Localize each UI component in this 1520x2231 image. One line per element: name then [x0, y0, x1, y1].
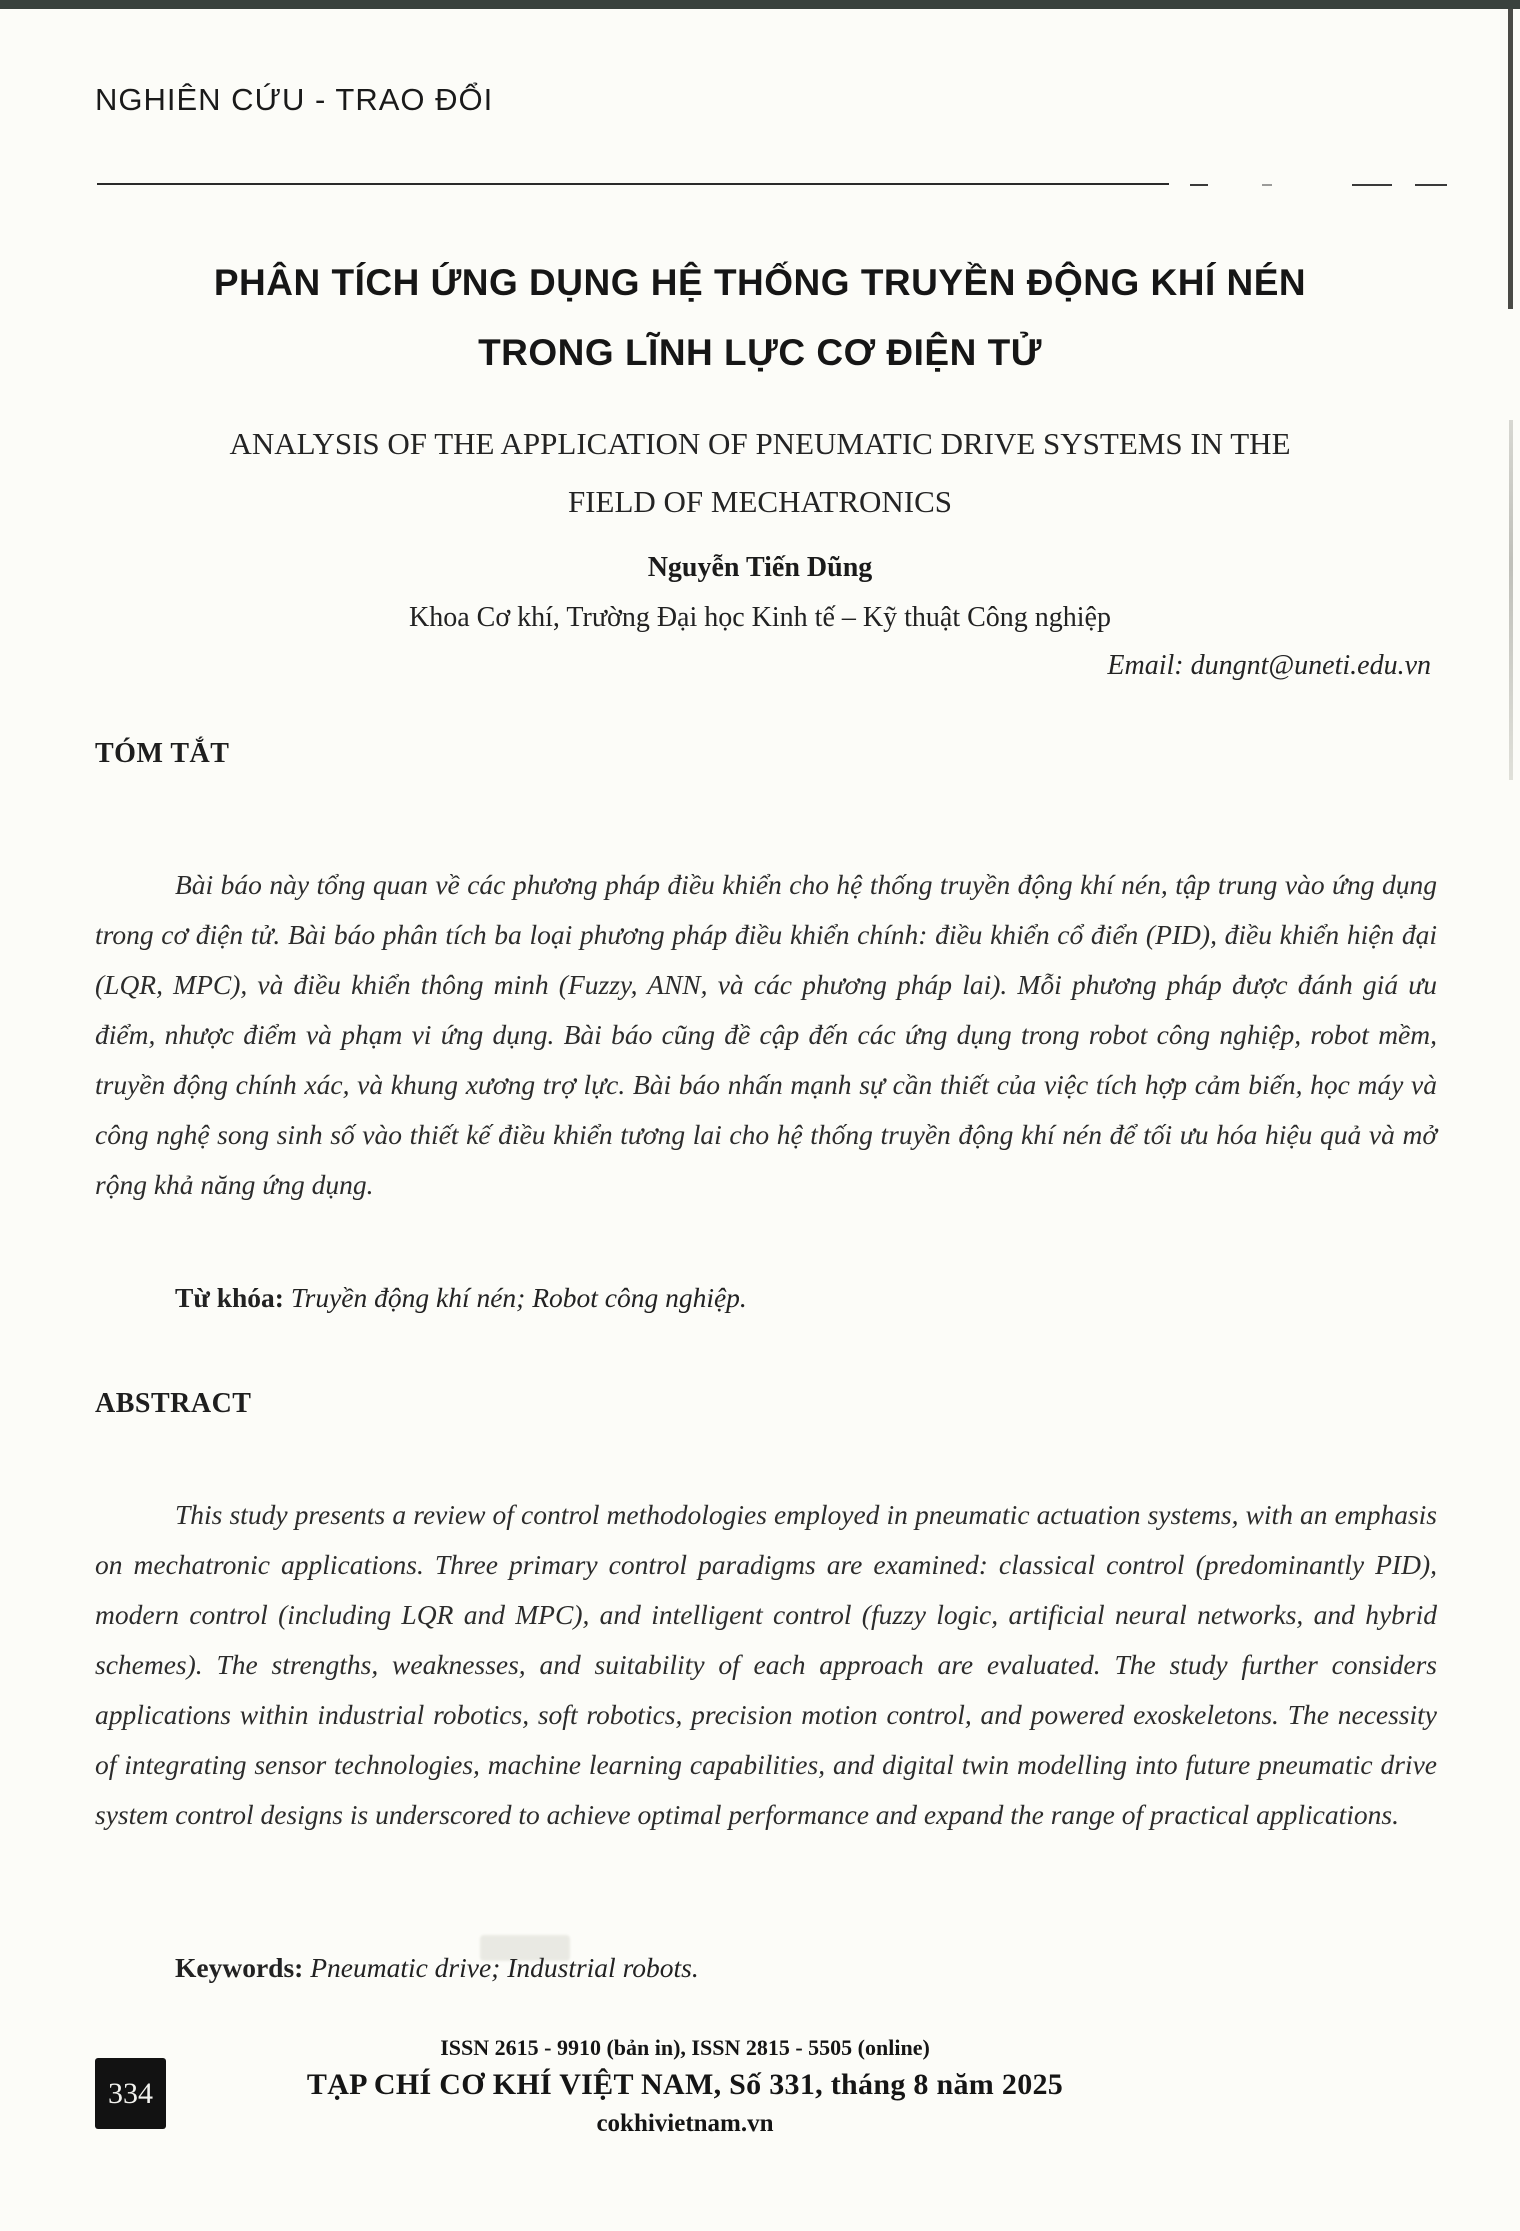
- article-title-vietnamese: [89, 248, 1431, 388]
- keywords-english: [95, 1952, 1437, 1984]
- author-email: Email: dungnt@uneti.edu.vn: [1107, 650, 1431, 681]
- author-affiliation: Khoa Cơ khí, Trường Đại học Kinh tế – Kỹ thuật Công nghiệp: [409, 602, 1111, 633]
- scan-right-edge-line: [1508, 9, 1513, 309]
- abstract-english: This study presents a review of control methodologies employed in pneumatic actuation systems, with an emphasis on mechatronic applications. Three primary control paradigms are examined: classical control (predominantly PID), modern control (including LQR and MPC), and intelligent control (fuzzy logic, artificial neural networks, and hybrid schemes). The strengths, weaknesses, and suitability of each approach are evaluated. The study further considers applications within industrial robotics, soft robotics, precision motion control, and powered exoskeletons. The necessity of integrating sensor technologies, machine learning capabilities, and digital twin modelling into future pneumatic drive system control designs is underscored to achieve optimal performance and expand the range of practical applications.: [95, 1498, 1437, 1830]
- title-vi-line1: PHÂN TÍCH ỨNG DỤNG HỆ THỐNG TRUYỀN ĐỘNG KHÍ NÉN: [213, 262, 1307, 303]
- keywords-en-label: Keywords:: [175, 1952, 304, 1983]
- section-label: NGHIÊN CỨU - TRAO ĐỔI: [95, 82, 494, 117]
- keywords-vietnamese: [95, 1282, 1437, 1314]
- scan-top-edge-band: [0, 0, 1520, 9]
- keywords-vi-label: Từ khóa:: [175, 1282, 284, 1313]
- header-rule-dash: [1415, 184, 1447, 186]
- heading-abstract: ABSTRACT: [95, 1388, 252, 1419]
- heading-tom-tat: TÓM TẮT: [95, 738, 230, 769]
- abstract-vietnamese: Bài báo này tổng quan về các phương pháp điều khiển cho hệ thống truyền động khí nén, tập trung vào ứng dụng trong cơ điện tử. Bài báo phân tích ba loại phương pháp điều khiển chính: điều khiển cổ điển (PID), điều khiển hiện đại (LQR, MPC), và điều khiển thông minh (Fuzzy, ANN, và các phương pháp lai). Mỗi phương pháp được đánh giá ưu điểm, nhược điểm và phạm vi ứng dụng. Bài báo cũng đề cập đến các ứng dụng trong robot công nghiệp, robot mềm, truyền động chính xác, và khung xương trợ lực. Bài báo nhấn mạnh sự cần thiết của việc tích hợp cảm biến, học máy và công nghệ song sinh số vào thiết kế điều khiển tương lai cho hệ thống truyền động khí nén để tối ưu hóa hiệu quả và mở rộng khả năng ứng dụng.: [95, 868, 1437, 1200]
- running-head: [95, 82, 995, 118]
- author-name: Nguyễn Tiến Dũng: [647, 552, 873, 583]
- header-rule: [97, 183, 1169, 185]
- title-en-line1: ANALYSIS OF THE APPLICATION OF PNEUMATIC DRIVE SYSTEMS IN THE: [229, 426, 1291, 461]
- journal-footer: [95, 2032, 1275, 2142]
- header-rule-dash: [1352, 184, 1392, 186]
- footer-journal-line: TẠP CHÍ CƠ KHÍ VIỆT NAM, Số 331, tháng 8 năm 2025: [306, 2068, 1064, 2101]
- footer-issn-line: ISSN 2615 - 9910 (bản in), ISSN 2815 - 5505 (online): [440, 2035, 930, 2060]
- footer-website: cokhivietnam.vn: [596, 2110, 774, 2137]
- page-number-box: [95, 2058, 166, 2129]
- header-rule-dash: [1190, 184, 1208, 186]
- keywords-en-text: Pneumatic drive; Industrial robots.: [303, 1952, 699, 1983]
- title-vi-line2: TRONG LĨNH LỰC CƠ ĐIỆN TỬ: [478, 332, 1042, 373]
- page-number: 334: [108, 2076, 153, 2110]
- keywords-vi-text: Truyền động khí nén; Robot công nghiệp.: [283, 1282, 747, 1313]
- scan-right-edge-line-faint: [1509, 420, 1513, 780]
- header-rule-dash: [1262, 184, 1272, 186]
- article-title-english: [89, 415, 1431, 531]
- title-en-line2: FIELD OF MECHATRONICS: [567, 484, 953, 519]
